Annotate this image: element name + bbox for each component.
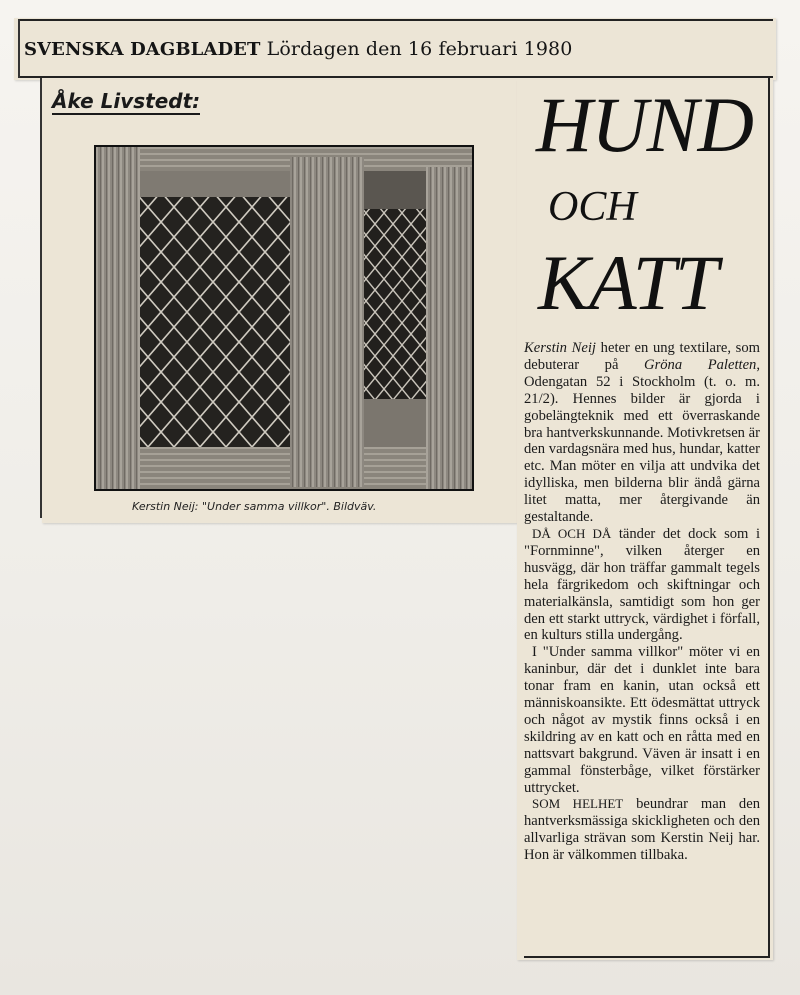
article-left-rule	[40, 78, 42, 518]
artist-name: Kerstin Neij	[524, 340, 596, 356]
article-body	[524, 340, 760, 864]
paragraph-2: DÅ OCH DÅ tänder det dock som i "Fornminne", vilken återger en husvägg, där hon träffar gammalt tegels hela färgrikedom och skiftningar och materialkänsla, samtidigt som hon ger den ett starkt uttryck, värdighet i förfall, en kulturs stilla undergång.	[524, 525, 760, 644]
byline: Åke Livstedt:	[52, 89, 201, 113]
tapestry-illustration	[96, 147, 472, 489]
masthead	[24, 38, 764, 60]
paragraph-1: Kerstin Neij heter en ung textilare, som debuterar på Gröna Paletten, Odengatan 52 i Stockholm (t. o. m. 21/2). Hennes bilder är gjorda i gobelängteknik med ett överraskande bra hantverkskunnande. Motivkretsen är den vardagsnära med hus, hundar, katter etc. Man möter en vilja att undvika det idylliska, men bilderna blir ändå gärna litet matta, mer återgivande än gestaltande.	[524, 340, 760, 526]
top-rule	[18, 19, 773, 21]
newspaper-name: SVENSKA DAGBLADET	[24, 39, 261, 60]
paragraph-3: I "Under samma villkor" möter vi en kaninbur, där det i dunklet inte bara tonar fram en kanin, utan också ett människoansikte. Ett ödesmättat uttryck och något av mystik finns också i en skildring av en katt och en råtta med en nattsvart bakgrund. Väven är insatt i en gammal fönsterbåge, vilket förstärker uttrycket.	[524, 644, 760, 796]
article-bottom-rule	[524, 956, 770, 958]
headline-word-3: KATT	[538, 239, 718, 326]
publication-date: Lördagen den 16 februari 1980	[266, 38, 573, 60]
paragraph-4-lead: SOM HELHET	[532, 796, 624, 812]
headline-word-1: HUND	[536, 81, 754, 168]
gallery-name: Gröna Paletten	[644, 356, 757, 373]
article-right-rule	[768, 78, 770, 958]
masthead-rule	[18, 76, 773, 78]
paragraph-4: SOM HELHET beundrar man den hantverksmässiga skickligheten och den allvarliga strävan som Kerstin Neij har. Hon är välkommen tillbaka.	[524, 796, 761, 864]
tapestry-photo	[94, 145, 474, 491]
photo-caption: Kerstin Neij: "Under samma villkor". Bildväv.	[132, 500, 377, 513]
paragraph-2-lead: DÅ OCH DÅ	[532, 525, 612, 541]
masthead-left-rule	[18, 19, 20, 78]
headline-word-2: OCH	[548, 184, 637, 230]
